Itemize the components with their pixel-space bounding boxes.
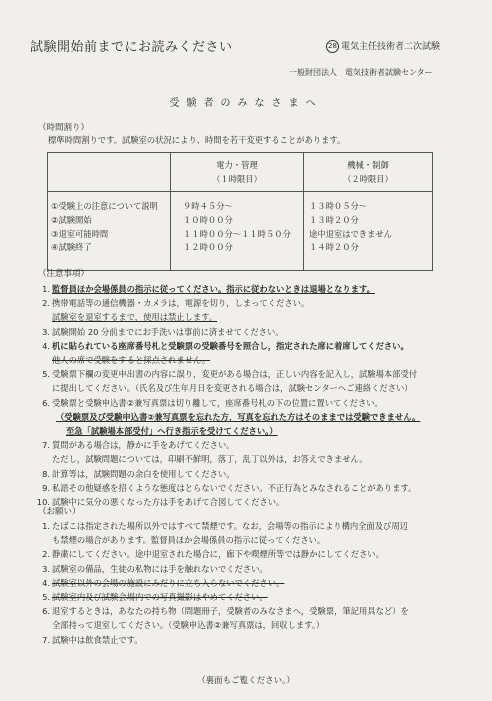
col1-title: 電力・管理 [216, 160, 258, 170]
organization-name: 一般財団法人 電気技術者試験センター [289, 68, 433, 77]
schedule-note: 標準時間割りです。試験室の状況により、時間を若干変更することがあります。 [48, 135, 346, 145]
note-item: 8. 計算等は，試験問題の余白を使用してください。 [42, 468, 235, 479]
request-item: 2. 静粛にしてください。途中退室された場合に，廊下や喫煙所等では静かにしてください。 [42, 549, 384, 560]
section-heading: 受験者のみなさまへ [169, 98, 323, 109]
note-item: 10. 試験中に気分の悪くなった方は手をあげて合図してください。 [36, 497, 285, 508]
schedule-col2-cell [304, 192, 433, 271]
schedule-col1-cell [171, 192, 304, 271]
request-item: 7. 試験中は飲食禁止です。 [42, 634, 143, 645]
schedule-col2-header [304, 153, 433, 192]
col1-time-2: １０時００分 [183, 214, 233, 225]
requests-list [36, 519, 476, 647]
col2-time-2: １３時２０分 [309, 214, 359, 225]
notes-label: （注意事項） [38, 269, 90, 279]
schedule-label-3: ③退室可能時間 [51, 228, 109, 239]
footer-note: （裏面もご覧ください。） [197, 676, 295, 686]
col1-sub: （１時限目） [212, 174, 262, 184]
note-item: 9. 私語その他疑惑を招くような態度はとらないでください。不正行為とみなされることがあります。 [42, 482, 417, 493]
schedule-label-2: ②試験開始 [51, 214, 92, 225]
col1-time-4: １２時００分 [183, 242, 233, 253]
note-item: 6. 受験票と受験申込書②兼写真票は切り離して，座席番号札の下の位置に置いてください。 （受験票及び受験申込書②兼写真票を忘れた方，写真を忘れた方はそのままでは受験できません。 至急「試験場本部受付」へ行き指示を受けてください。） [42, 397, 421, 437]
exam-label [326, 39, 440, 53]
schedule-body-row [48, 192, 433, 271]
note-item: 2. 携帯電話等の通信機器・カメラは，電源を切り，しまってください。 試験室を退室するまで，使用は禁止します。 [42, 298, 310, 323]
notes-list [36, 282, 476, 509]
col2-time-1: １３時０５分～ [309, 201, 368, 211]
col2-time-4: １４時２０分 [309, 242, 359, 253]
schedule-labels-cell [48, 192, 171, 271]
note-item: 4. 机に貼られている座席番号札と受験票の受験番号を照合し，指定された席に着席してください。 他人の席で受験をすると採点されません。 [42, 340, 409, 366]
col2-time-3: 途中退室はできません [309, 228, 392, 239]
note-item: 1. 監督員ほか会場係員の指示に従ってください。指示に従わないときは退場となります。 [42, 284, 375, 294]
schedule-col1-header [171, 153, 304, 192]
exam-number-badge: 28 [326, 40, 339, 53]
note-item: 7. 質問がある場合は，静かに手をあげてください。 ただし，試験問題については，印刷不鮮明，落丁，乱丁以外は，お答えできません。 [42, 440, 368, 465]
schedule-label-4: ④試験終了 [51, 242, 92, 253]
request-item: 3. 試験室の備品，生徒の私物には手を触れないでください。 [42, 563, 268, 574]
note-item: 5. 受験票下欄の変更申出書の内容に誤り，変更がある場合は，正しい内容を記入し，試験場本部受付 に提出してください。（氏名及び生年月日を変更される場合は，試験センターへご連絡ください） [42, 369, 418, 394]
schedule-header-row [48, 153, 433, 192]
request-item: 5. 試験室内及び試験会場内での写真撮影はやめてください。 [42, 592, 268, 603]
request-item: 4. 試験室以外の会場の施設にみだりに立ち入らないでください。 [42, 577, 285, 588]
exam-name: 電気主任技術者二次試験 [341, 42, 441, 52]
requests-label: （お願い） [38, 507, 81, 517]
schedule-label-1: ①受験上の注意について説明 [51, 201, 158, 211]
request-item: 6. 退室するときは，あなたの持ち物（問題冊子，受験者のみなさまへ，受験票，筆記用具など）を 全部持って退室してください。（受験申込書②兼写真票は，回収します。） [42, 606, 409, 631]
col1-time-3: １１時００分～１１時５０分 [183, 228, 291, 239]
schedule-label: （時間割り） [38, 123, 90, 133]
document-title: 試験開始前までにお読みください [30, 40, 233, 55]
col2-sub: （２時限目） [343, 174, 393, 184]
note-item: 3. 試験開始 20 分前までにお手洗いは事前に済ませてください。 [42, 326, 284, 337]
schedule-corner-cell [48, 153, 171, 192]
col1-time-1: ９時４５分～ [183, 201, 233, 211]
col2-title: 機械・制御 [347, 160, 389, 170]
schedule-table [47, 152, 433, 271]
request-item: 1. たばこは指定された場所以外ではすべて禁煙です。なお，会場等の指示により構内全面及び周辺 も禁煙の場合があります。監督員ほか会場係員の指示に従ってください。 [42, 521, 408, 546]
